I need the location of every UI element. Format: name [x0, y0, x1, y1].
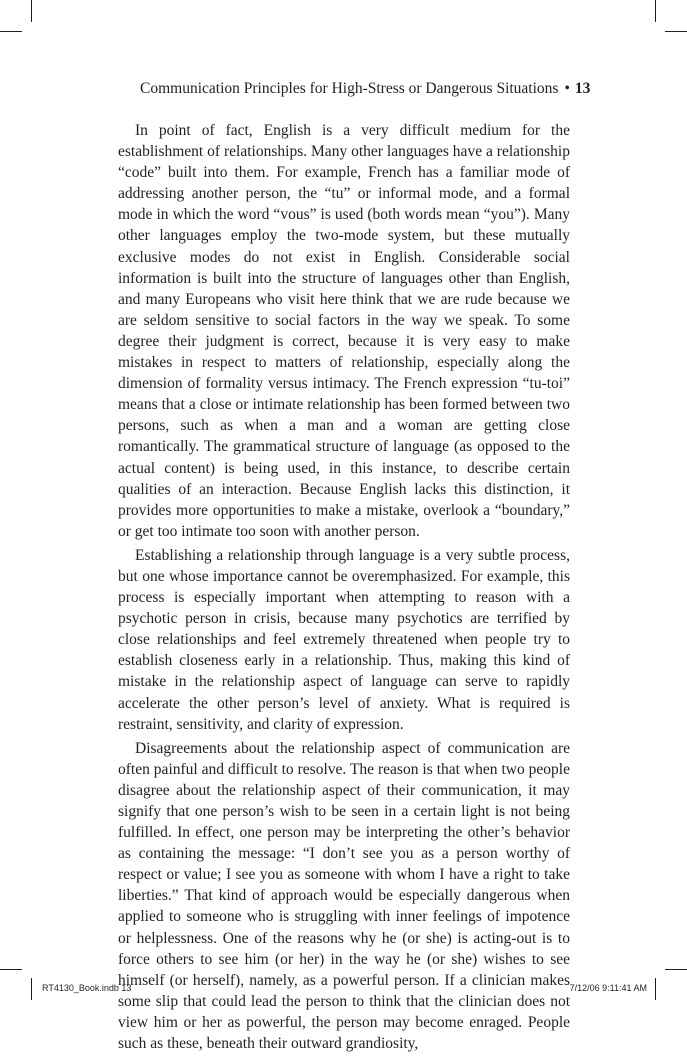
crop-mark-bottom-left-horizontal: [0, 969, 22, 970]
footer-timestamp: 7/12/06 9:11:41 AM: [569, 983, 647, 993]
running-head-title: Communication Principles for High-Stress or Dangerous Situations: [140, 80, 559, 97]
running-head-bullet: •: [564, 80, 570, 97]
page-number: 13: [574, 80, 591, 97]
body-text: [118, 120, 570, 1057]
footer-file-info: RT4130_Book.indb 13: [42, 983, 132, 993]
running-head: [140, 79, 591, 99]
crop-mark-top-right-horizontal: [665, 31, 687, 32]
crop-mark-bottom-right-horizontal: [665, 969, 687, 970]
paragraph-2: Establishing a relationship through language is a very subtle process, but one whose importance cannot be overemphasized. For example, this process is especially important when attempting to reason with a psychotic person in crisis, because many psychotics are terrified by close relationships and feel extremely threatened when people try to establish closeness early in a relationship. Thus, making this kind of mistake in the relationship aspect of language can serve to rapidly accelerate the other person’s level of anxiety. What is required is restraint, sensitivity, and clarity of expression.: [118, 546, 570, 733]
paragraph-1: In point of fact, English is a very difficult medium for the establishment of relationships. Many other languages have a relationship “code” built into them. For example, French has a familiar mode of addressing another person, the “tu” or informal mode, and a formal mode in which the word “vous” is used (both words mean “you”). Many other languages employ the two-mode system, but these mutually exclusive modes do not exist in English. Considerable social information is built into the structure of languages other than English, and many Europeans who visit here think that we are rude because we are seldom sensitive to social factors in the way we speak. To some degree their judgment is correct, because it is very easy to make mistakes in respect to matters of relationship, especially along the dimension of formality versus intimacy. The French expression “tu-toi” means that a close or intimate relationship has been formed between two persons, such as when a man and a woman are getting close romantically. The grammatical structure of language (as opposed to the actual content) is being used, in this instance, to describe certain qualities of an interaction. Because English lacks this distinction, it provides more opportunities to make a mistake, overlook a “boundary,” or get too intimate too soon with another person.: [118, 122, 570, 540]
crop-mark-bottom-left: [31, 978, 32, 1000]
crop-mark-top-right: [655, 0, 656, 22]
paragraph-3: Disagreements about the relationship aspect of communication are often painful and difficult to resolve. The reason is that when two people disagree about the relationship aspect of their communication, it may signify that one person’s wish to be seen in a certain light is not being fulfilled. In effect, one person may be interpreting the other’s behavior as containing the message: “I don’t see you as a person worthy of respect or value; I see you as someone with whom I have a right to take liberties.” That kind of approach would be especially dangerous when applied to someone who is struggling with inner feelings of impotence or helplessness. One of the reasons why he (or she) is acting-out is to force others to see him (or her) in the way he (or she) wishes to see himself (or herself), namely, as a powerful person. If a clinician makes some slip that could lead the person to think that the clinician does not view him or her as powerful, the person may become enraged. People such as these, beneath their outward grandiosity,: [118, 739, 570, 1053]
crop-mark-bottom-right: [655, 978, 656, 1000]
crop-mark-top-left-horizontal: [0, 31, 22, 32]
crop-mark-top-left: [31, 0, 32, 22]
